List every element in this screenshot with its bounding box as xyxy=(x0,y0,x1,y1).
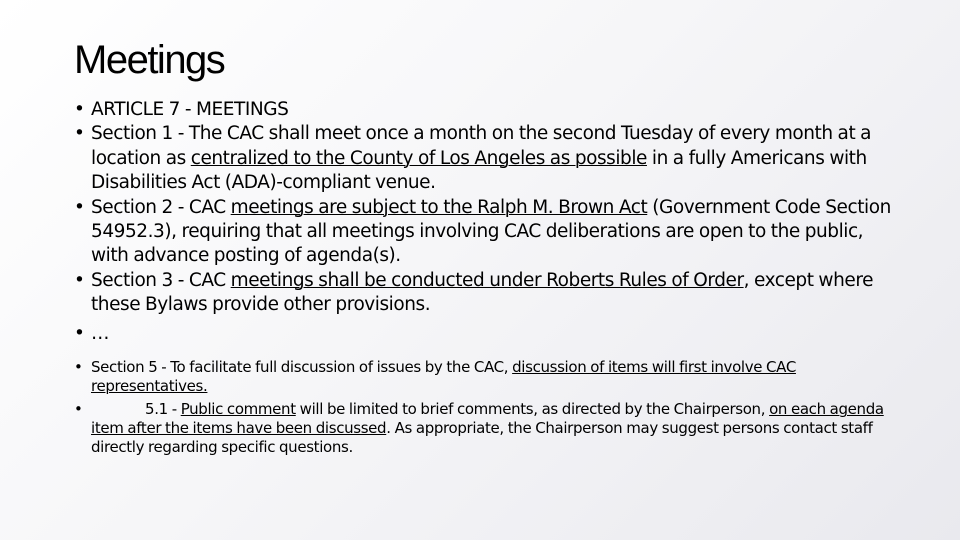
bullet-item-section-5-1 xyxy=(74,400,894,457)
bullet-text: in a fully Americans with Disabilities Act (ADA)-compliant venue. xyxy=(91,147,867,194)
bullet-text: . As appropriate, the Chairperson may suggest persons contact staff directly regarding specific questions. xyxy=(91,419,873,457)
bullet-text: will be limited to brief comments, as directed by the Chairperson, xyxy=(295,400,770,419)
bullet-item-section-3 xyxy=(74,269,894,318)
bullet-item-article-7 xyxy=(74,98,894,122)
bullet-text: (Government Code Section 54952.3), requiring that all meetings involving CAC deliberations are open to the public, with advance posting of agenda(s). xyxy=(91,196,891,267)
underlined-text: centralized to the County of Los Angeles as possible xyxy=(190,147,647,169)
underlined-text: meetings are subject to the Ralph M. Brown Act xyxy=(230,196,648,218)
slide-title: Meetings xyxy=(74,38,225,82)
bullet-text: … xyxy=(91,322,110,344)
bullet-text: Section 1 - The CAC shall meet once a month on the second Tuesday of every month at a location as xyxy=(91,123,872,169)
bullet-text: Section 5 - To facilitate full discussion of issues by the CAC, xyxy=(91,358,513,377)
bullet-item-section-1 xyxy=(74,122,894,195)
bullet-text: ARTICLE 7 - MEETINGS xyxy=(91,99,289,120)
bullet-text: , except where these Bylaws provide other provisions. xyxy=(91,269,873,316)
bullet-text: 5.1 - xyxy=(145,400,181,419)
bullet-item-section-2 xyxy=(74,196,894,269)
underlined-text: discussion of items will first involve CAC representatives. xyxy=(91,358,796,396)
underlined-text: Public comment xyxy=(180,400,296,419)
bullet-item-section-5 xyxy=(74,358,894,396)
bullet-text: Section 3 - CAC xyxy=(91,269,231,291)
bullet-text: Section 2 - CAC xyxy=(91,196,231,218)
underlined-text: on each agenda item after the items have been discussed xyxy=(91,400,884,438)
bullet-list xyxy=(74,98,894,457)
bullet-item-ellipsis xyxy=(74,322,894,346)
underlined-text: meetings shall be conducted under Roberts Rules of Order xyxy=(230,269,744,291)
